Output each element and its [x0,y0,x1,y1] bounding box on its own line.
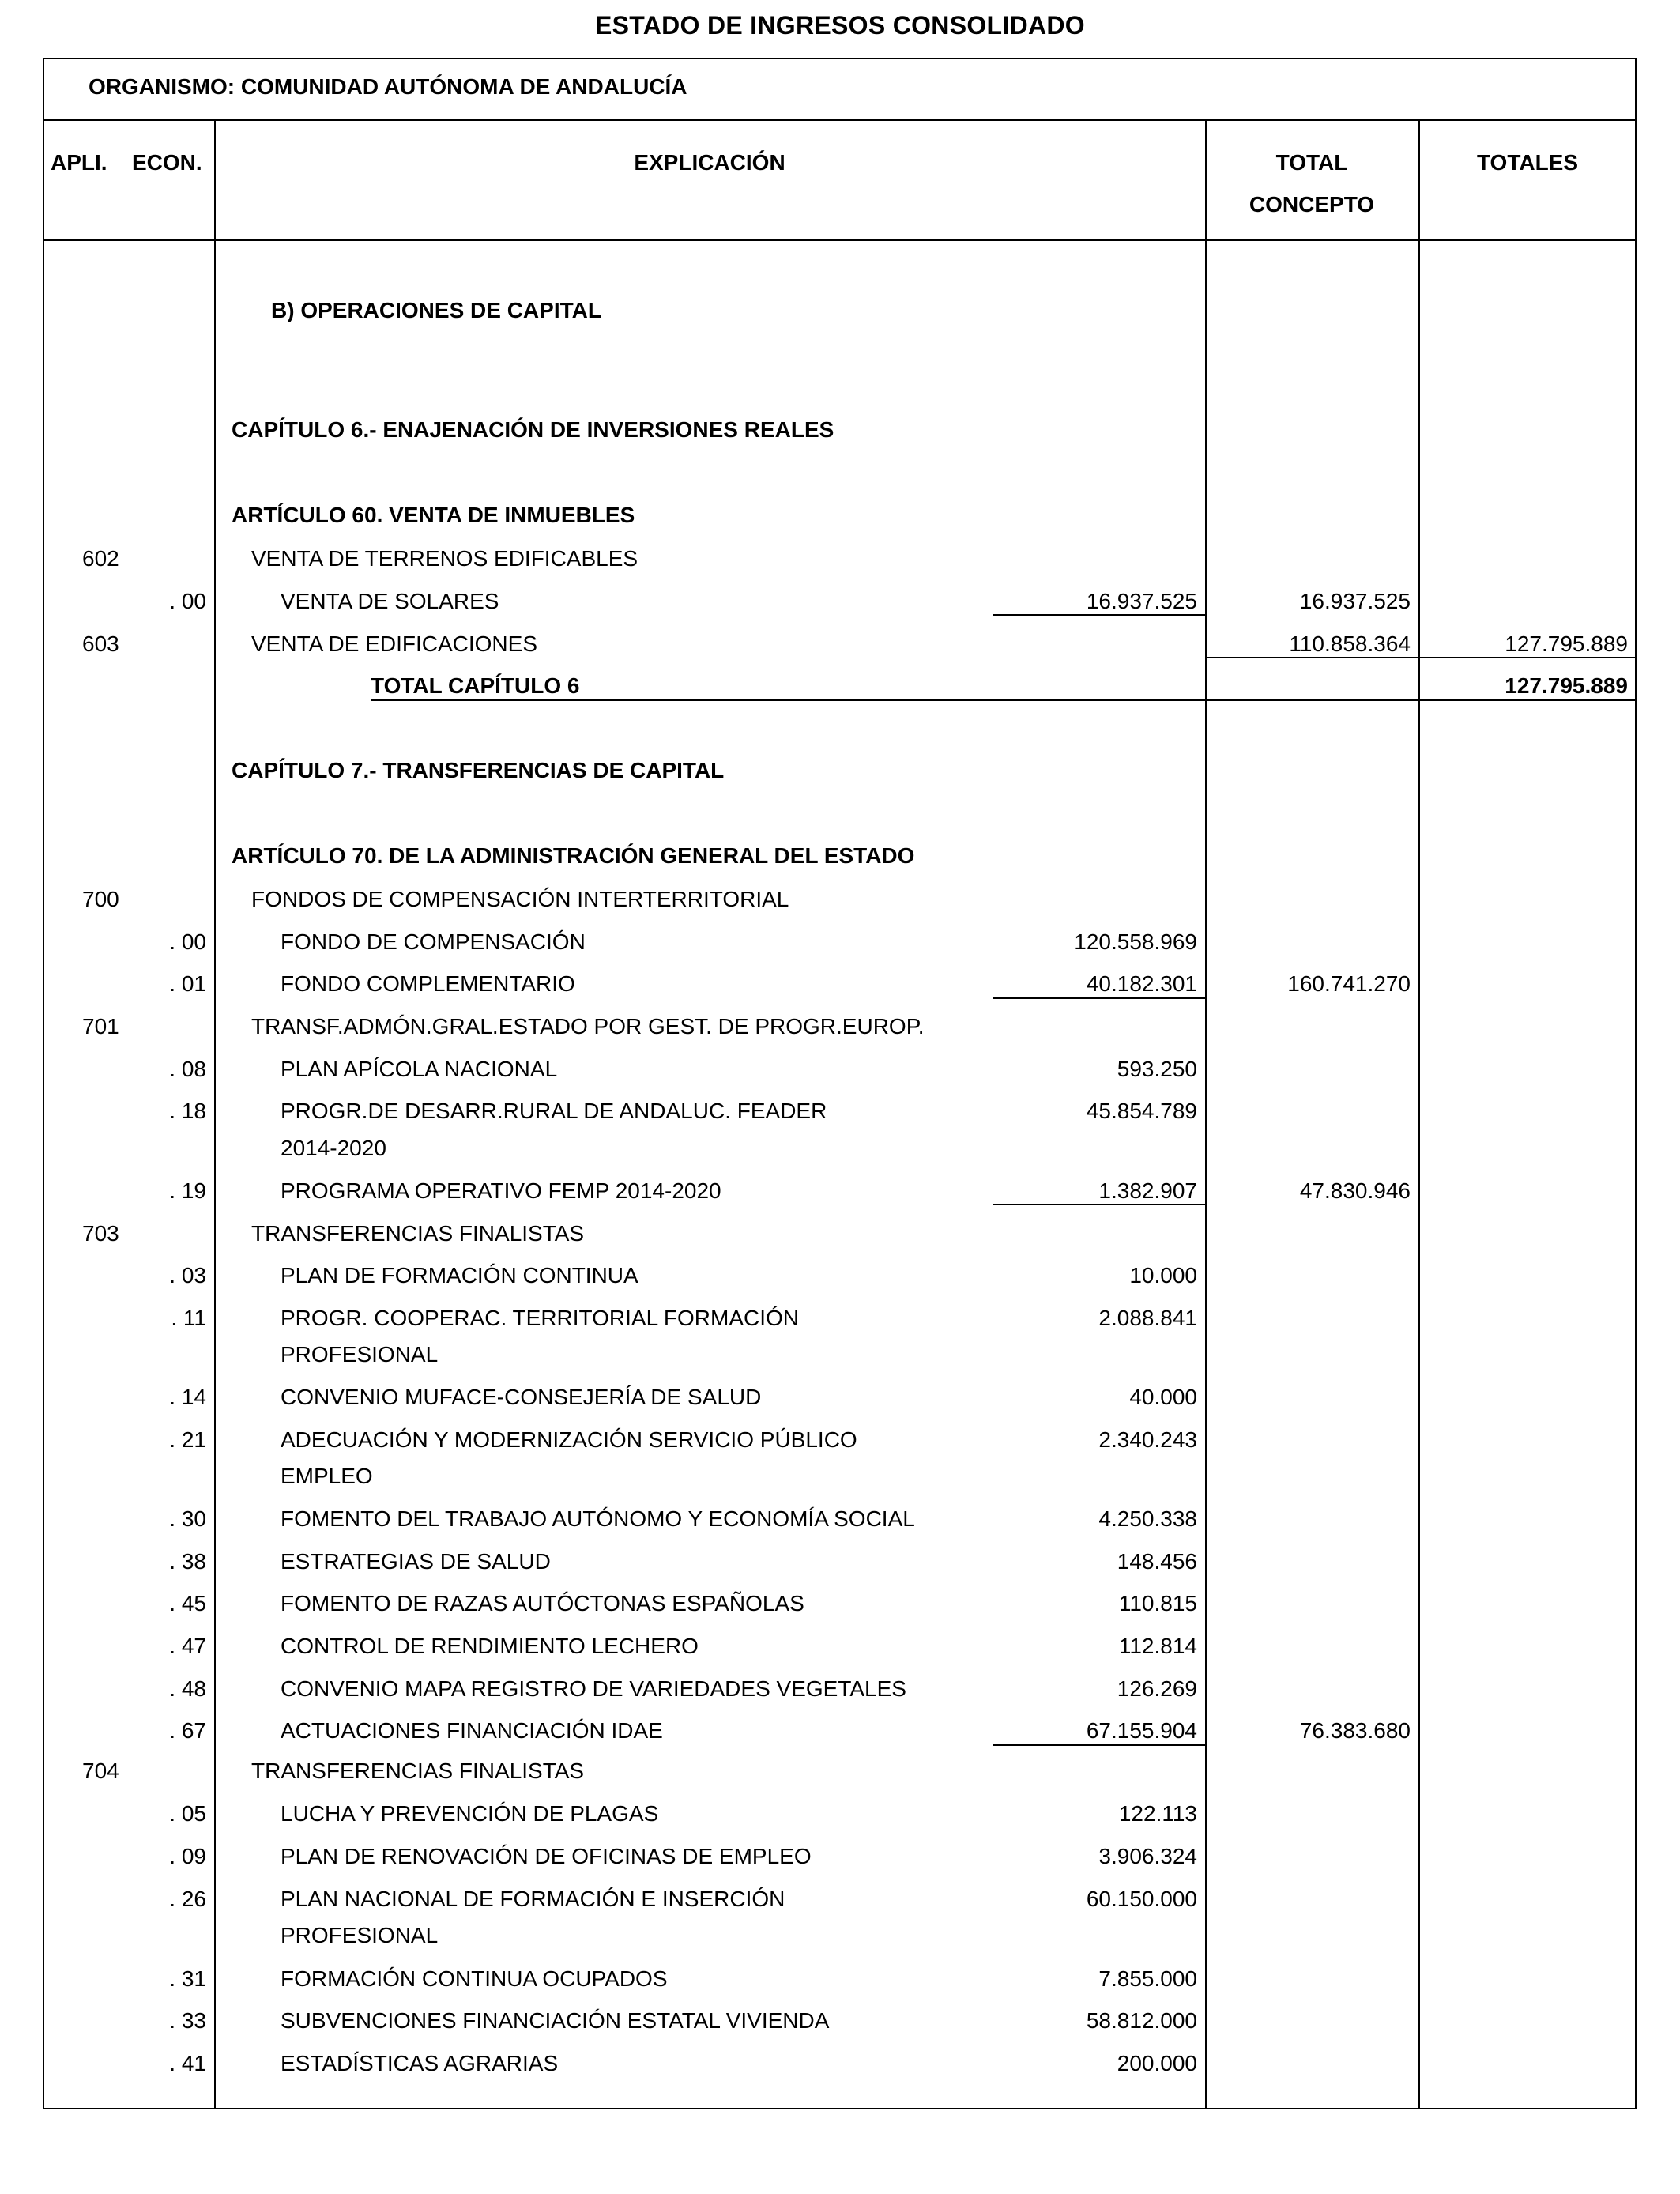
apli-code: 703 [82,1221,119,1246]
row-label: PLAN DE RENOVACIÓN DE OFICINAS DE EMPLEO [281,1844,812,1868]
header-total-concepto: TOTAL [1275,150,1348,175]
importe-value: 4.250.338 [1098,1506,1197,1531]
econ-code: . 41 [169,2051,206,2075]
row-label: PROGR. COOPERAC. TERRITORIAL FORMACIÓN [281,1306,800,1330]
econ-code: . 31 [169,1966,206,1991]
importe-value: 58.812.000 [1086,2008,1197,2033]
row-label: ADECUACIÓN Y MODERNIZACIÓN SERVICIO PÚBLICO [281,1427,857,1452]
row-label: TRANSFERENCIAS FINALISTAS [251,1759,585,1783]
econ-code: . 00 [169,589,206,613]
econ-code: . 14 [169,1385,206,1409]
econ-code: . 09 [169,1844,206,1868]
page-title: ESTADO DE INGRESOS CONSOLIDADO [594,11,1085,40]
article-heading: ARTÍCULO 60. VENTA DE INMUEBLES [232,503,635,527]
row-label: FONDO COMPLEMENTARIO [281,971,575,996]
row-label: TRANSF.ADMÓN.GRAL.ESTADO POR GEST. DE PROGR.EUROP. [251,1014,925,1039]
row-label-continued: EMPLEO [281,1464,373,1488]
econ-code: . 18 [169,1099,206,1123]
chapter-total-value: 127.795.889 [1505,673,1628,698]
row-label: CONVENIO MUFACE-CONSEJERÍA DE SALUD [281,1385,762,1409]
row-label: PLAN DE FORMACIÓN CONTINUA [281,1263,638,1287]
row-label: VENTA DE SOLARES [281,589,499,613]
header-econ: ECON. [132,150,202,175]
apli-code: 701 [82,1014,119,1039]
totales-value: 127.795.889 [1505,631,1628,656]
apli-code: 704 [82,1759,119,1783]
importe-value: 122.113 [1118,1801,1197,1826]
divider [1418,119,1420,2109]
econ-code: . 26 [169,1887,206,1911]
econ-code: . 33 [169,2008,206,2033]
row-label: CONVENIO MAPA REGISTRO DE VARIEDADES VEGETALES [281,1676,906,1701]
row-label: SUBVENCIONES FINANCIACIÓN ESTATAL VIVIENDA [281,2008,830,2033]
subtotal-underline [993,614,1205,616]
subtotal-underline [993,1744,1205,1746]
row-label-continued: PROFESIONAL [281,1342,439,1367]
row-label: PLAN NACIONAL DE FORMACIÓN E INSERCIÓN [281,1887,785,1911]
row-label: ACTUACIONES FINANCIACIÓN IDAE [281,1718,663,1743]
row-label: PROGRAMA OPERATIVO FEMP 2014-2020 [281,1178,721,1203]
apli-code: 603 [82,631,119,656]
importe-value: 67.155.904 [1086,1718,1197,1743]
row-label: FONDO DE COMPENSACIÓN [281,929,586,954]
section-heading: B) OPERACIONES DE CAPITAL [271,298,601,322]
econ-code: . 11 [171,1306,206,1330]
total-concepto-value: 47.830.946 [1299,1178,1411,1203]
econ-code: . 00 [169,929,206,954]
econ-code: . 45 [169,1591,206,1615]
row-label: LUCHA Y PREVENCIÓN DE PLAGAS [281,1801,659,1826]
econ-code: . 67 [169,1718,206,1743]
article-heading: ARTÍCULO 70. DE LA ADMINISTRACIÓN GENERAL DEL ESTADO [232,843,915,868]
importe-value: 40.182.301 [1086,971,1197,996]
apli-code: 602 [82,546,119,571]
importe-value: 7.855.000 [1098,1966,1197,1991]
total-concepto-value: 160.741.270 [1287,971,1411,996]
importe-value: 148.456 [1117,1549,1197,1574]
total-concepto-value: 76.383.680 [1299,1718,1411,1743]
importe-value: 1.382.907 [1098,1178,1197,1203]
chapter-total-label: TOTAL CAPÍTULO 6 [371,673,580,698]
importe-value: 60.150.000 [1086,1887,1197,1911]
importe-value: 112.814 [1118,1634,1197,1658]
econ-code: . 48 [169,1676,206,1701]
organismo-label: ORGANISMO: COMUNIDAD AUTÓNOMA DE ANDALUCÍA [89,74,687,99]
subtotal-underline [993,1204,1205,1205]
total-concepto-value: 110.858.364 [1289,631,1411,656]
row-label: ESTRATEGIAS DE SALUD [281,1549,551,1574]
chapter-heading: CAPÍTULO 7.- TRANSFERENCIAS DE CAPITAL [232,758,725,782]
header-totales: TOTALES [1476,150,1579,175]
econ-code: . 05 [169,1801,206,1826]
econ-code: . 19 [169,1178,206,1203]
row-label: TRANSFERENCIAS FINALISTAS [251,1221,585,1246]
econ-code: . 08 [169,1057,206,1081]
importe-value: 16.937.525 [1086,589,1197,613]
header-explicacion: EXPLICACIÓN [634,150,785,175]
econ-code: . 03 [169,1263,206,1287]
apli-code: 700 [82,887,119,911]
row-label: PLAN APÍCOLA NACIONAL [281,1057,558,1081]
econ-code: . 47 [169,1634,206,1658]
row-label: PROGR.DE DESARR.RURAL DE ANDALUC. FEADER [281,1099,827,1123]
divider [43,119,1637,121]
row-label: FONDOS DE COMPENSACIÓN INTERTERRITORIAL [251,887,789,911]
chapter-heading: CAPÍTULO 6.- ENAJENACIÓN DE INVERSIONES REALES [232,417,834,442]
subtotal-underline [1205,657,1637,658]
importe-value: 2.088.841 [1098,1306,1197,1330]
row-label: FOMENTO DE RAZAS AUTÓCTONAS ESPAÑOLAS [281,1591,804,1615]
row-label-continued: PROFESIONAL [281,1923,439,1947]
econ-code: . 30 [169,1506,206,1531]
importe-value: 120.558.969 [1074,929,1197,954]
importe-value: 200.000 [1117,2051,1197,2075]
importe-value: 3.906.324 [1098,1844,1197,1868]
row-label: FOMENTO DEL TRABAJO AUTÓNOMO Y ECONOMÍA SOCIAL [281,1506,915,1531]
divider [214,119,216,2109]
importe-value: 593.250 [1117,1057,1197,1081]
row-label-continued: 2014-2020 [281,1136,386,1160]
subtotal-underline [993,997,1205,999]
econ-code: . 38 [169,1549,206,1574]
chapter-total-underline [371,699,1637,701]
divider [43,239,1637,241]
row-label: VENTA DE TERRENOS EDIFICABLES [251,546,638,571]
row-label: VENTA DE EDIFICACIONES [251,631,537,656]
importe-value: 45.854.789 [1086,1099,1197,1123]
importe-value: 110.815 [1118,1591,1197,1615]
importe-value: 126.269 [1117,1676,1197,1701]
econ-code: . 21 [169,1427,206,1452]
econ-code: . 01 [169,971,206,996]
importe-value: 10.000 [1129,1263,1197,1287]
row-label: ESTADÍSTICAS AGRARIAS [281,2051,559,2075]
header-apli: APLI. [51,150,107,175]
importe-value: 2.340.243 [1098,1427,1197,1452]
total-concepto-value: 16.937.525 [1299,589,1411,613]
row-label: FORMACIÓN CONTINUA OCUPADOS [281,1966,668,1991]
row-label: CONTROL DE RENDIMIENTO LECHERO [281,1634,699,1658]
divider [1205,119,1207,2109]
header-total-concepto: CONCEPTO [1249,192,1375,217]
importe-value: 40.000 [1129,1385,1197,1409]
